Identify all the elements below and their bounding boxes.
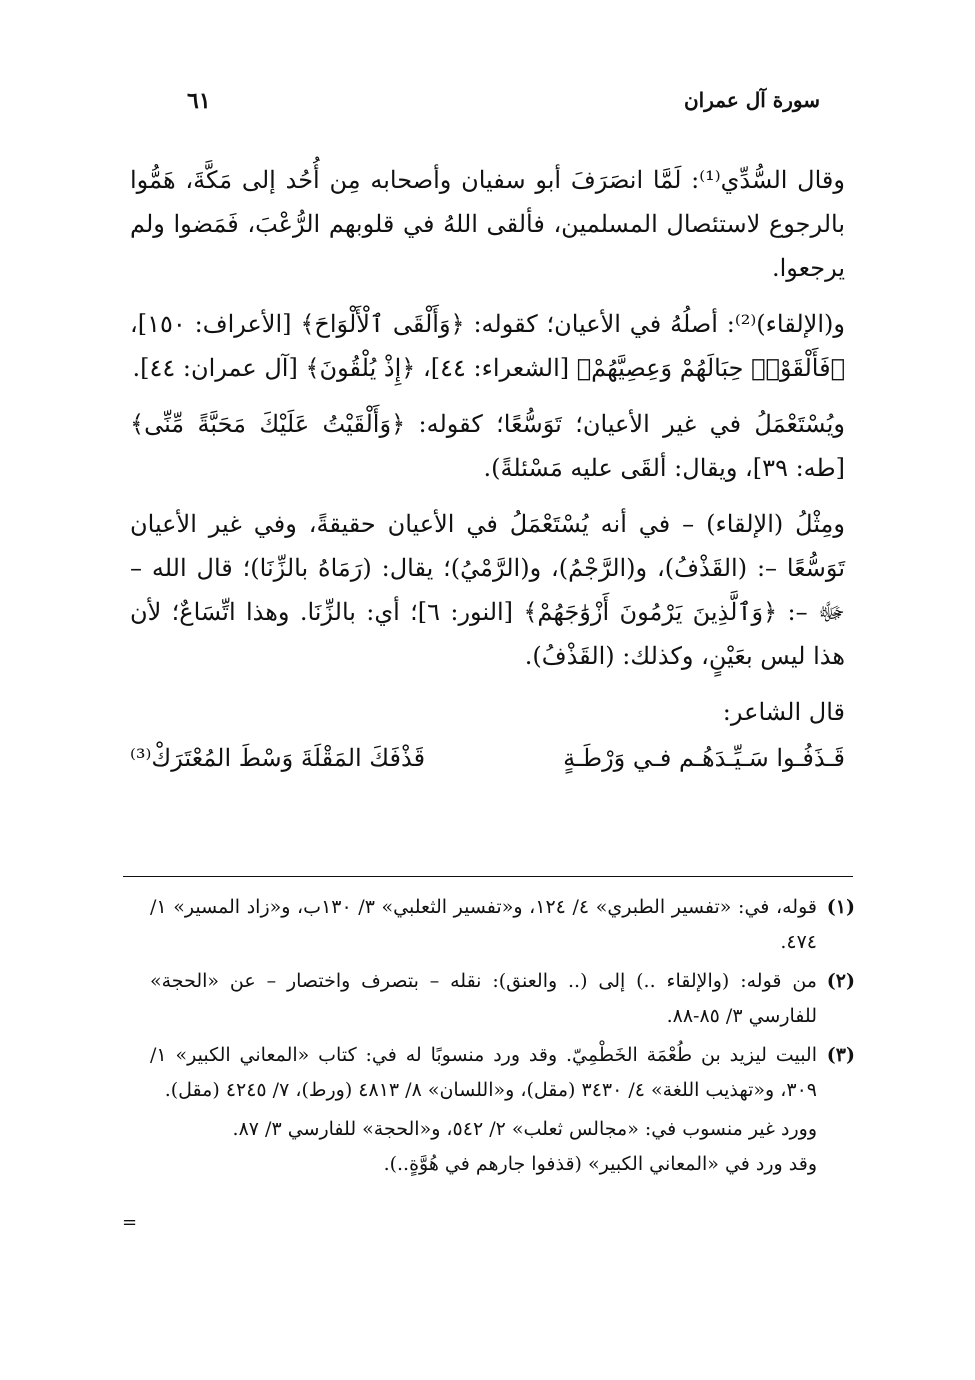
- continuation-mark: =: [122, 1212, 138, 1233]
- paragraph-suddi: وقال السُّدِّي⁽¹⁾: لَمَّا انصَرَفَ أبو سفيان وأصحابه مِن أُحُد إلى مَكَّةَ، هَمُّوا بالرجوع لاستئصال المسلمين، فألقى اللهُ في قلوبهم الرُّعْبَ، فَمَضوا ولم يرجعوا.: [130, 166, 845, 282]
- footnote-mark: (١): [826, 896, 855, 918]
- footnote-mark: (٣): [826, 1044, 855, 1066]
- footnote-2: [150, 964, 855, 1034]
- footnote-text: من قوله: (والإلقاء ..) إلى (.. والعنق): نقله – بتصرف واختصار – عن «الحجة» للفارسي ٣/ ٨٥-٨٨.: [150, 970, 817, 1027]
- footnotes: [150, 890, 855, 1182]
- poet-label: قال الشاعر:: [722, 698, 845, 726]
- footnote-text: قوله، في: «تفسير الطبري» ٤/ ١٢٤، و«تفسير الثعلبي» ٣/ ١٣٠ب، و«زاد المسير» ١/ ٤٧٤.: [150, 896, 817, 953]
- footnote-3-continuation: وقد ورد في «المعاني الكبير» (قذفوا جارهم في هُوَّةٍ..).: [383, 1153, 817, 1175]
- verse-first-hemistich: قَـذَفُـوا سَـيِّـدَهُـم فـي وَرْطَـةٍ: [563, 744, 845, 772]
- page-number: ٦١: [187, 88, 211, 114]
- verse-second-hemistich: قَذْفَكَ المَقْلَةَ وَسْطَ المُعْتَرَكْ⁽³⁾: [130, 744, 426, 772]
- paragraph-ilqa-figurative: ويُسْتَعْمَلُ في غير الأعيان؛ تَوَسُّعًا؛ كقوله: ﴿وَأَلْقَيْتُ عَلَيْكَ مَحَبَّةً مِّنِّى﴾ [طه: ٣٩]، ويقال: ألقَى عليه مَسْئلةً).: [130, 410, 845, 482]
- footnote-1: [150, 890, 855, 960]
- poetry-verse: [130, 736, 845, 780]
- paragraph-ilqa-origin: و(الإلقاء)⁽²⁾: أصلُهُ في الأعيان؛ كقوله: ﴿وَأَلْقَى ٱلْأَلْوَاحَ﴾ [الأعراف: ١٥٠]، ﴿فَأَلْقَوْا۟ حِبَالَهُمْ وَعِصِيَّهُمْ﴾ [الشعراء: ٤٤]، ﴿إِذْ يُلْقُونَ﴾ [آل عمران: ٤٤].: [130, 310, 845, 382]
- main-text: [130, 158, 845, 780]
- running-header-title: سورة آل عمران: [683, 88, 820, 112]
- footnote-text: البيت ليزيد بن طُعْمَة الخَطْمِيّ. وقد ورد منسوبًا له في: كتاب «المعاني الكبير» ١/ ٣٠٩، و«تهذيب اللغة» ٤/ ٣٤٣٠ (مقل)، و«اللسان» ٨/ ٤٨١٣ (ورط)، ٧/ ٤٢٤٥ (مقل).: [150, 1044, 817, 1101]
- footnote-mark: (٢): [826, 970, 855, 992]
- footnote-3-continuation: وورد غير منسوب في: «مجالس ثعلب» ٢/ ٥٤٢، و«الحجة» للفارسي ٣/ ٨٧.: [232, 1118, 817, 1140]
- footnote-separator: [123, 876, 853, 877]
- footnote-3: [150, 1038, 855, 1108]
- paragraph-qadhf-rajm: ومِثْلُ (الإلقاء) – في أنه يُسْتَعْمَلُ في الأعيان حقيقةً، وفي غير الأعيان تَوَسُّعًا –: (القَذْفُ)، و(الرَّجْمُ)، و(الرَّمْيُ)؛ يقال: (رَمَاهُ بالزِّنَا)؛ قال الله – ﷻ –: ﴿وَٱلَّذِينَ يَرْمُونَ أَزْوَٰجَهُمْ﴾ [النور: ٦]؛ أي: بالزِّنَا. وهذا اتِّسَاعٌ؛ لأن هذا ليس بعَيْنٍ، وكذلك: (القَذْفُ).: [130, 510, 845, 670]
